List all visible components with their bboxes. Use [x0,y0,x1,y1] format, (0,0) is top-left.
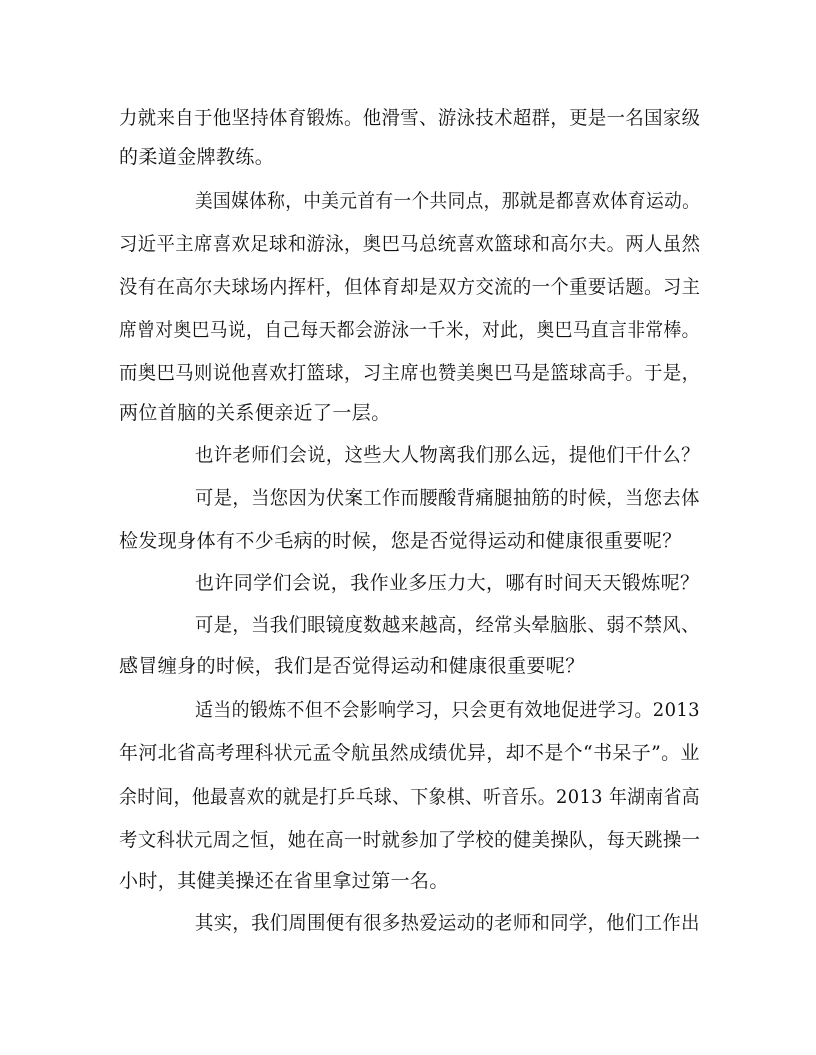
text-line: 可是，当您因为伏案工作而腰酸背痛腿抽筋的时候，当您去体 [195,487,700,509]
text-line: 没有在高尔夫球场内挥杆，但体育却是双方交流的一个重要话题。习主 [119,276,701,298]
text-line: 力就来自于他坚持体育锻炼。他滑雪、游泳技术超群，更是一名国家级 [119,107,701,129]
text-line: 余时间，他最喜欢的就是打乒乓球、下象棋、听音乐。2013 年湖南省高 [119,786,700,808]
text-line: 考文科状元周之恒，她在高一时就参加了学校的健美操队，每天跳操一 [119,829,701,851]
text-line: 也许同学们会说，我作业多压力大，哪有时间天天锻炼呢？ [195,572,700,594]
text-line: 适当的锻炼不但不会影响学习，只会更有效地促进学习。2013 [195,699,700,721]
text-line: 而奥巴马则说他喜欢打篮球，习主席也赞美奥巴马是篮球高手。于是， [119,362,701,384]
text-line: 可是，当我们眼镜度数越来越高，经常头晕脑胀、弱不禁风、 [195,614,700,636]
text-line: 其实，我们周围便有很多热爱运动的老师和同学，他们工作出 [195,912,700,934]
text-line: 美国媒体称，中美元首有一个共同点，那就是都喜欢体育运动。 [195,190,701,212]
text-line: 的柔道金牌教练。 [119,146,275,168]
text-line: 也许老师们会说，这些大人物离我们那么远，提他们干什么？ [195,444,700,466]
text-line: 习近平主席喜欢足球和游泳，奥巴马总统喜欢篮球和高尔夫。两人虽然 [119,233,701,255]
text-line: 席曾对奥巴马说，自己每天都会游泳一千米，对此，奥巴马直言非常棒。 [119,319,700,341]
text-line: 两位首脑的关系便亲近了一层。 [119,402,391,424]
text-line: 小时，其健美操还在省里拿过第一名。 [119,870,449,892]
text-line: 感冒缠身的时候，我们是否觉得运动和健康很重要呢？ [119,655,585,677]
text-line: 年河北省高考理科状元孟令航虽然成绩优异，却不是个“书呆子”。业 [119,742,700,764]
text-line: 检发现身体有不少毛病的时候，您是否觉得运动和健康很重要呢？ [119,530,682,552]
